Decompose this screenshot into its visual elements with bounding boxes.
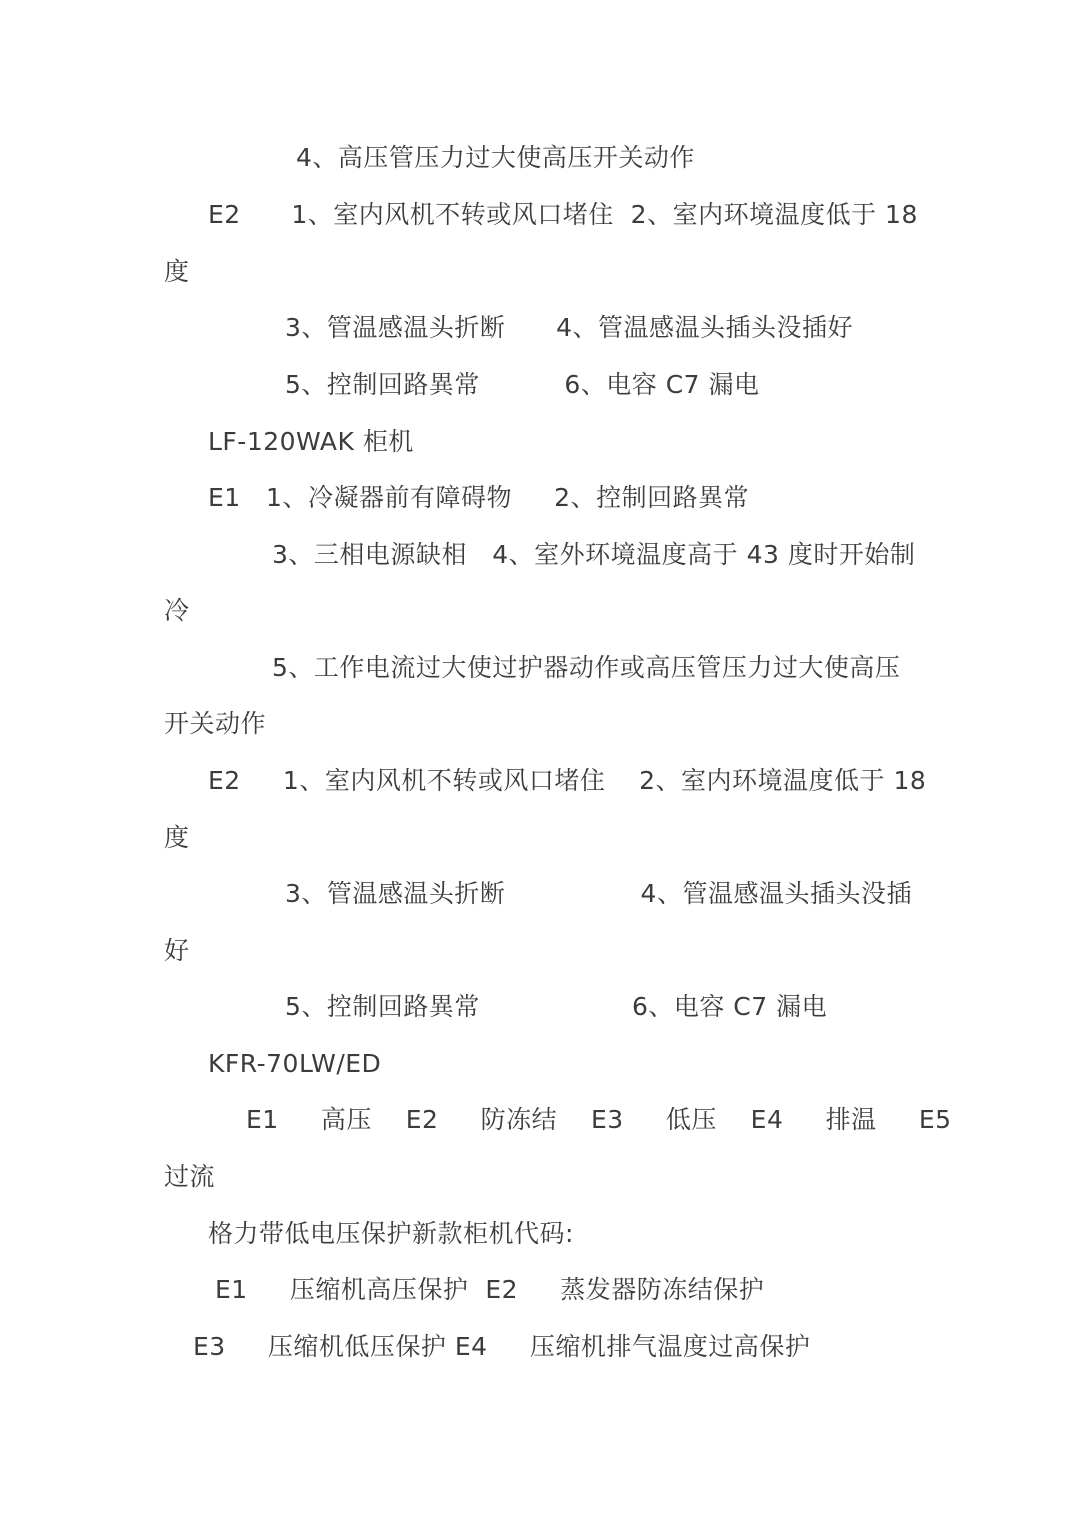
text-line: E1 1、冷凝器前有障碍物 2、控制回路異常 [208,483,750,512]
text-line: 度 [164,257,190,286]
text-line: 过流 [164,1162,216,1191]
text-line: 格力带低电压保护新款柜机代码: [208,1219,574,1248]
text-line: 度 [164,823,190,852]
text-line: E1 高压 E2 防冻结 E3 低压 E4 排温 E5 [246,1105,952,1134]
text-line: 5、控制回路異常 6、电容 C7 漏电 [285,370,760,399]
text-line: LF-120WAK 柜机 [208,427,414,456]
text-line: 开关动作 [164,709,267,738]
text-line: KFR-70LW/ED [208,1049,382,1078]
text-line: 好 [164,936,190,965]
text-line: E1 压缩机高压保护 E2 蒸发器防冻结保护 [215,1275,765,1304]
text-line: 4、高压管压力过大使高压开关动作 [296,143,695,172]
text-line: 3、三相电源缺相 4、室外环境温度高于 43 度时开始制 [272,540,916,569]
text-line: 3、管温感温头折断 4、管温感温头插头没插 [285,879,912,908]
text-line: E2 1、室内风机不转或风口堵住 2、室内环境温度低于 18 [208,200,918,229]
text-line: 5、工作电流过大使过护器动作或高压管压力过大使高压 [272,653,901,682]
text-line: E3 压缩机低压保护 E4 压缩机排气温度过高保护 [193,1332,811,1361]
text-line: 3、管温感温头折断 4、管温感温头插头没插好 [285,313,853,342]
text-line: 冷 [164,596,190,625]
text-line: 5、控制回路異常 6、电容 C7 漏电 [285,992,828,1021]
text-line: E2 1、室内风机不转或风口堵住 2、室内环境温度低于 18 [208,766,927,795]
